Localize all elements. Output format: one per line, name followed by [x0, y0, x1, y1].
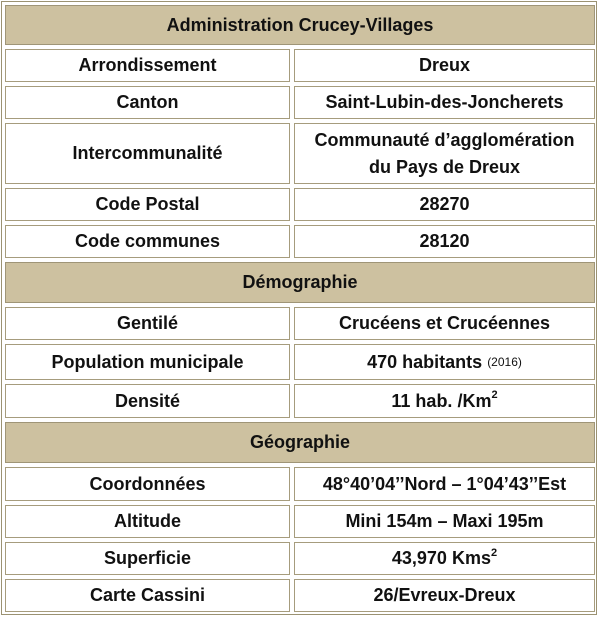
table-row-carte-cassini: [5, 579, 595, 612]
row-label: Intercommunalité: [5, 123, 290, 184]
table-row-code-postal: [5, 188, 595, 221]
row-value: Saint-Lubin-des-Joncherets: [294, 86, 595, 119]
row-label: Coordonnées: [5, 467, 290, 501]
infobox-table: [1, 1, 597, 615]
row-value: 26/Evreux-Dreux: [294, 579, 595, 612]
row-label: Altitude: [5, 505, 290, 538]
row-value: 28120: [294, 225, 595, 258]
row-value: Crucéens et Crucéennes: [294, 307, 595, 340]
population-value: 470 habitants: [367, 351, 483, 372]
table-row-intercommunalite: [5, 123, 595, 184]
table-row-gentile: [5, 307, 595, 340]
row-value: Mini 154m – Maxi 195m: [294, 505, 595, 538]
superficie-value: 43,970 Kms: [391, 548, 491, 568]
population-year: (2016): [487, 354, 522, 369]
section-header-administration: [5, 5, 595, 45]
row-label: Carte Cassini: [5, 579, 290, 612]
table-row-altitude: [5, 505, 595, 538]
table-row-superficie: [5, 542, 595, 575]
row-label: Code Postal: [5, 188, 290, 221]
value-line-1: Communauté d’agglomération: [314, 129, 575, 150]
section-header-geographie: [5, 422, 595, 463]
table-row-population: [5, 344, 595, 380]
row-label: Gentilé: [5, 307, 290, 340]
table-row-coordonnees: [5, 467, 595, 501]
row-value: [294, 123, 595, 184]
section-header-demographie: [5, 262, 595, 303]
row-value: Dreux: [294, 49, 595, 82]
table-row-arrondissement: [5, 49, 595, 82]
section-title: Administration Crucey-Villages: [166, 14, 434, 35]
table-row-canton: [5, 86, 595, 119]
densite-value: 11 hab. /Km: [391, 390, 492, 411]
row-value: 11 hab. /Km $^2$: [294, 384, 595, 418]
row-label: Canton: [5, 86, 290, 119]
row-label: Densité: [5, 384, 290, 418]
row-label: Arrondissement: [5, 49, 290, 82]
row-value: 48°40’04’’Nord – 1°04’43’’Est: [294, 467, 595, 501]
row-value: 43,970 Kms $^2$: [294, 542, 595, 575]
row-label: Population municipale: [5, 344, 290, 380]
row-label: Code communes: [5, 225, 290, 258]
table-row-code-communes: [5, 225, 595, 258]
table-row-densite: [5, 384, 595, 418]
section-title: Géographie: [249, 432, 351, 452]
value-line-2: du Pays de Dreux: [368, 156, 521, 177]
row-value: 28270: [294, 188, 595, 221]
row-value: [294, 344, 595, 380]
section-title: Démographie: [242, 272, 358, 292]
row-label: Superficie: [5, 542, 290, 575]
